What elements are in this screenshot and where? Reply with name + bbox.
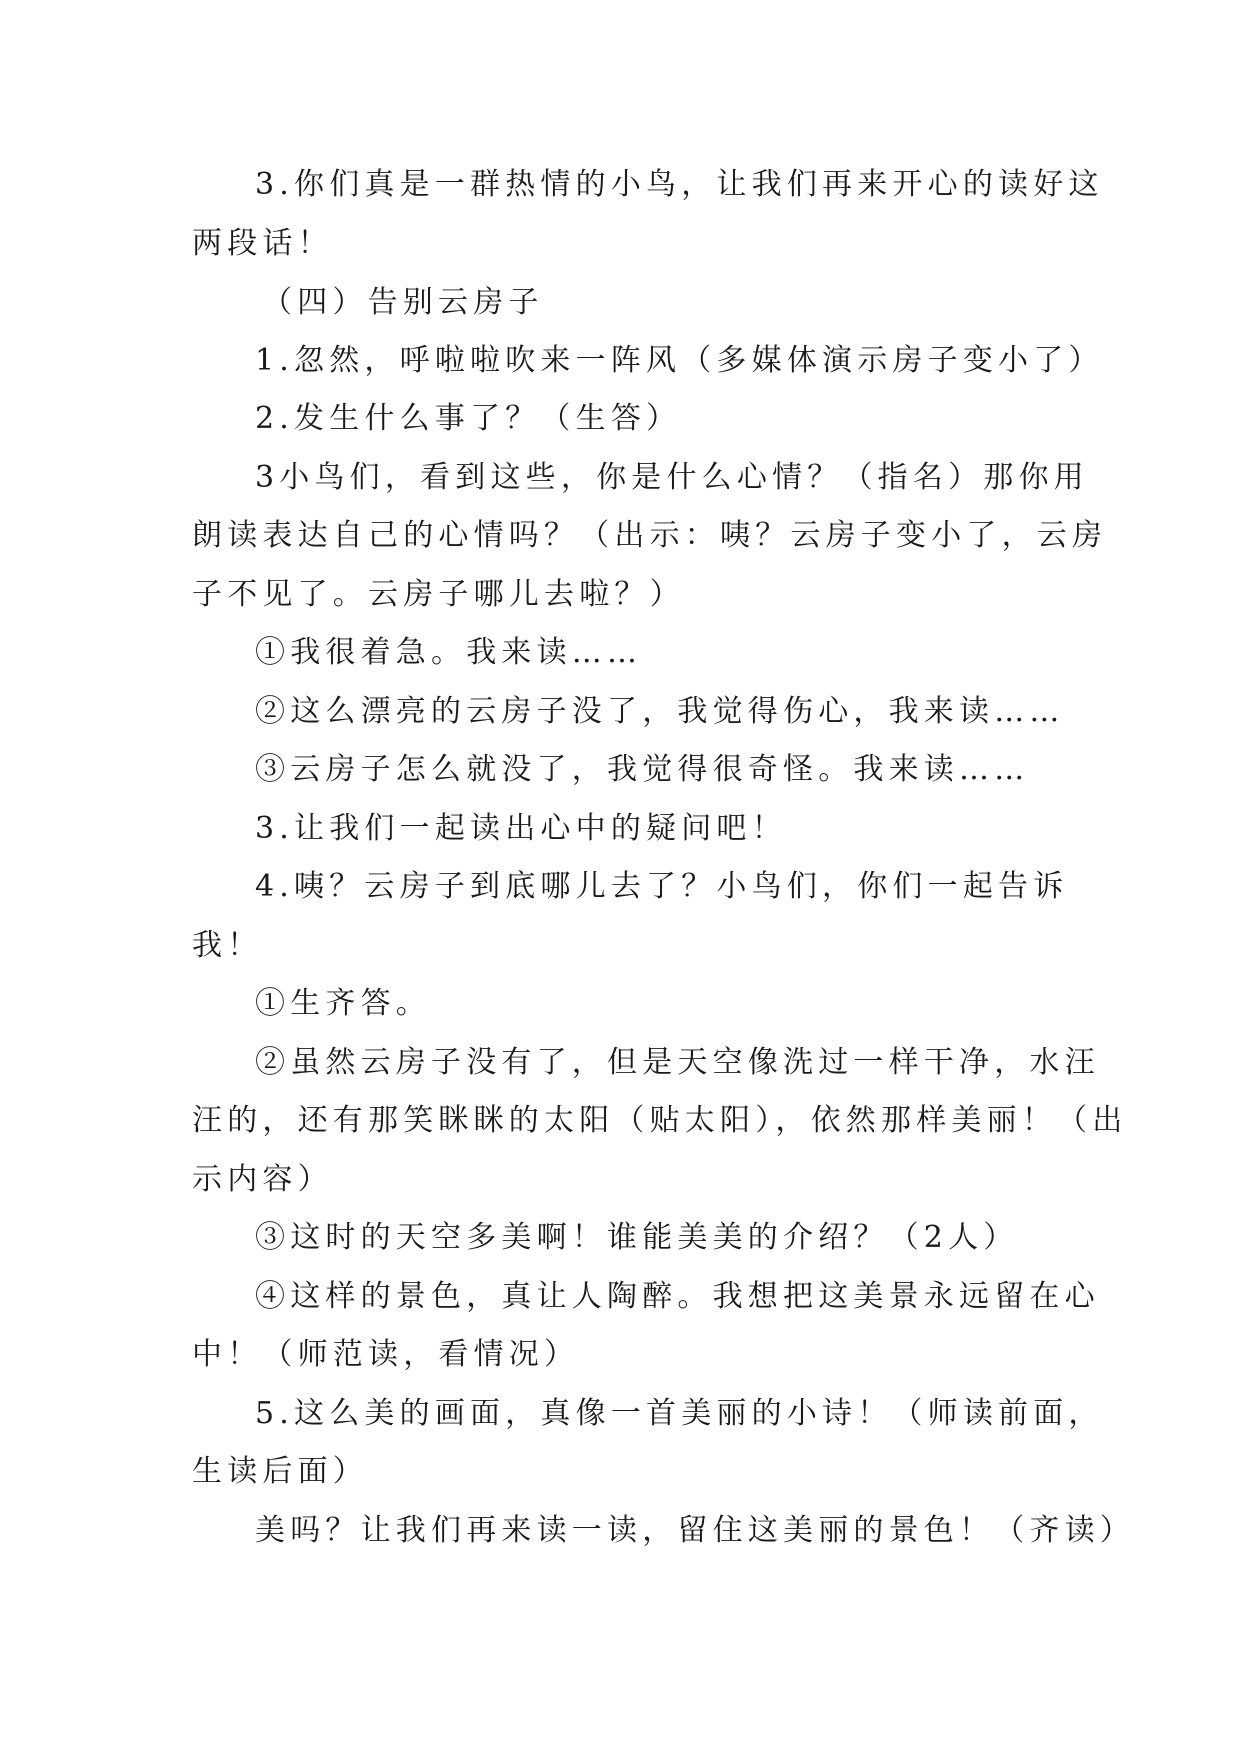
paragraph-line: 1.忽然，呼啦啦吹来一阵风（多媒体演示房子变小了） bbox=[255, 343, 1104, 378]
paragraph-line: 2.发生什么事了？（生答） bbox=[255, 401, 682, 436]
paragraph-line: 3小鸟们，看到这些，你是什么心情？（指名）那你用 bbox=[255, 460, 1089, 495]
paragraph-line: 3.你们真是一群热情的小鸟，让我们再来开心的读好这 bbox=[255, 167, 1104, 202]
paragraph-line: 4.咦？云房子到底哪儿去了？小鸟们，你们一起告诉 bbox=[255, 869, 1069, 904]
paragraph-line: 两段话！ bbox=[192, 226, 333, 261]
paragraph-line: ②虽然云房子没有了，但是天空像洗过一样干净，水汪 bbox=[255, 1045, 1100, 1080]
paragraph-line: 5.这么美的画面，真像一首美丽的小诗！（师读前面， bbox=[255, 1396, 1104, 1431]
paragraph-line: 示内容） bbox=[192, 1162, 333, 1197]
paragraph-line: ①生齐答。 bbox=[255, 986, 431, 1021]
paragraph-line: ③这时的天空多美啊！谁能美美的介绍？（2人） bbox=[255, 1220, 1019, 1255]
paragraph-line: ④这样的景色，真让人陶醉。我想把这美景永远留在心 bbox=[255, 1279, 1100, 1314]
section-heading: （四）告别云房子 bbox=[262, 285, 544, 320]
paragraph-line: 我！ bbox=[192, 928, 263, 963]
paragraph-line: 美吗？让我们再来读一读，留住这美丽的景色！（齐读） bbox=[255, 1513, 1135, 1548]
paragraph-line: ③云房子怎么就没了，我觉得很奇怪。我来读…… bbox=[255, 752, 1030, 787]
paragraph-line: 子不见了。云房子哪儿去啦？） bbox=[192, 577, 685, 612]
paragraph-line: 3.让我们一起读出心中的疑问吧！ bbox=[255, 811, 787, 846]
paragraph-line: 中！（师范读，看情况） bbox=[192, 1337, 580, 1372]
paragraph-line: 生读后面） bbox=[192, 1454, 368, 1489]
paragraph-line: 汪的，还有那笑眯眯的太阳（贴太阳），依然那样美丽！（出 bbox=[192, 1103, 1128, 1138]
paragraph-line: ②这么漂亮的云房子没了，我觉得伤心，我来读…… bbox=[255, 694, 1065, 729]
paragraph-line: 朗读表达自己的心情吗？（出示：咦？云房子变小了，云房 bbox=[192, 518, 1108, 553]
paragraph-line: ①我很着急。我来读…… bbox=[255, 635, 643, 670]
